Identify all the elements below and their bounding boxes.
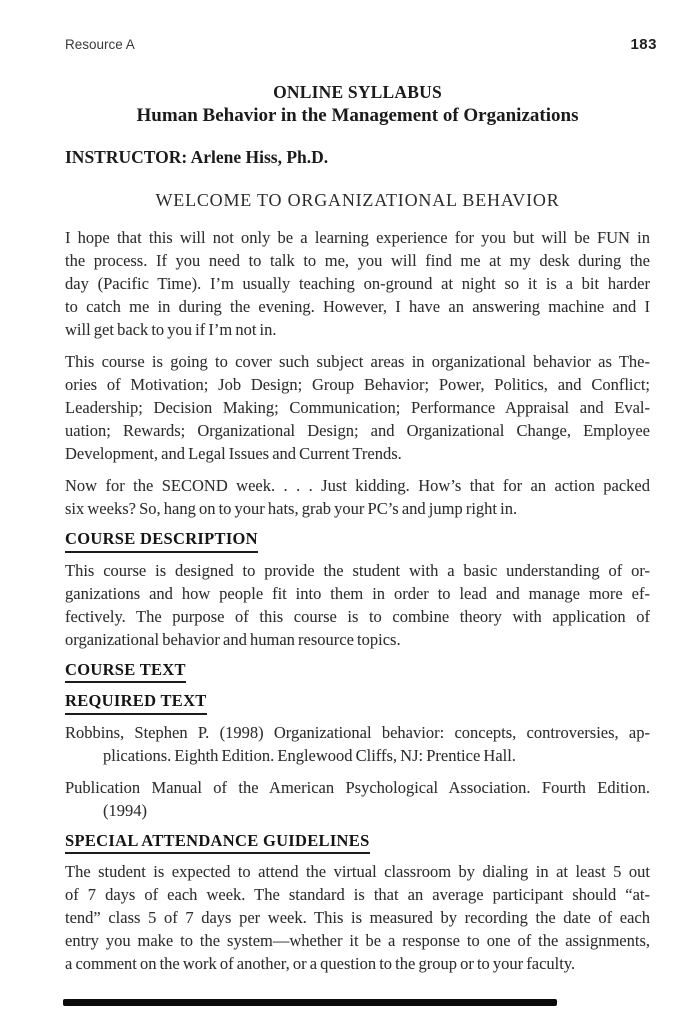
text-line: will get back to you if I’m not in. (65, 320, 277, 339)
text-line: the process. If you need to talk to me, you will find me at my desk during the (65, 251, 650, 270)
required-text-heading (65, 691, 650, 715)
scan-artifact-bar (63, 999, 557, 1006)
document-title: ONLINE SYLLABUS (273, 82, 442, 102)
document-subtitle: Human Behavior in the Management of Organizations (136, 105, 579, 126)
reference-robbins (65, 721, 650, 767)
text-line: I hope that this will not only be a learning experience for you but will be FUN in (65, 228, 650, 247)
reference-apa-manual (65, 776, 650, 822)
text-line: This course is going to cover such subject areas in organizational behavior as The- (65, 352, 650, 371)
second-week-paragraph (65, 474, 650, 520)
header-resource-label: Resource A (65, 37, 135, 52)
text-line: organizational behavior and human resource topics. (65, 629, 401, 649)
instructor-heading: INSTRUCTOR: Arlene Hiss, Ph.D. (65, 147, 329, 167)
attendance-paragraph (65, 860, 650, 975)
text-line: plications. Eighth Edition. Englewood Cliffs, NJ: Prentice Hall. (103, 745, 516, 765)
page-number: 183 (630, 36, 657, 53)
text-line: Now for the SECOND week. . . . Just kidding. How’s that for an action packed (65, 476, 650, 495)
special-attendance-heading (65, 831, 650, 855)
document-title-block (65, 80, 650, 128)
text-line: ganizations and how people fit into them in order to lead and manage more ef- (65, 583, 650, 603)
section-heading-text: REQUIRED TEXT (65, 691, 207, 715)
text-line: fectively. The purpose of this course is to combine theory with application of (65, 606, 650, 626)
content-blocks (65, 80, 650, 975)
text-line: Publication Manual of the American Psychological Association. Fourth Edition. (65, 777, 650, 797)
text-line: day (Pacific Time). I’m usually teaching on-ground at night so it is a bit harder (65, 274, 650, 293)
text-line: uation; Rewards; Organizational Design; and Organizational Change, Employee (65, 421, 650, 440)
course-description-paragraph (65, 559, 650, 651)
text-line: six weeks? So, hang on to your hats, grab your PC’s and jump right in. (65, 499, 518, 518)
text-line: tend” class 5 of 7 days per week. This is measured by recording the date of each (65, 908, 650, 927)
course-description-heading (65, 529, 650, 553)
text-line: entry you make to the system—whether it be a response to one of the assignments, (65, 931, 650, 950)
intro-paragraph (65, 226, 650, 341)
section-heading-text: SPECIAL ATTENDANCE GUIDELINES (65, 831, 370, 855)
text-line: Development, and Legal Issues and Current Trends. (65, 444, 402, 463)
text-line: (1994) (103, 800, 147, 820)
welcome-heading: WELCOME TO ORGANIZATIONAL BEHAVIOR (155, 190, 560, 210)
course-text-heading (65, 660, 650, 684)
text-line: ories of Motivation; Job Design; Group Behavior; Power, Politics, and Conflict; (65, 375, 650, 394)
text-line: This course is designed to provide the student with a basic understanding of or- (65, 560, 650, 580)
course-topics-paragraph (65, 350, 650, 465)
text-line: Robbins, Stephen P. (1998) Organizational behavior: concepts, controversies, ap- (65, 722, 650, 742)
text-line: The student is expected to attend the virtual classroom by dialing in at least 5 out (65, 862, 650, 881)
section-heading-text: COURSE DESCRIPTION (65, 529, 258, 553)
text-line: Leadership; Decision Making; Communication; Performance Appraisal and Eval- (65, 398, 650, 417)
text-line: a comment on the work of another, or a question to the group or to your faculty. (65, 954, 576, 973)
section-heading-text: COURSE TEXT (65, 660, 186, 684)
text-line: of 7 days of each week. The standard is that an average participant should “at- (65, 885, 650, 904)
document-body (65, 36, 657, 984)
text-line: to catch me in during the evening. However, I have an answering machine and I (65, 297, 650, 316)
page-header (65, 36, 657, 54)
